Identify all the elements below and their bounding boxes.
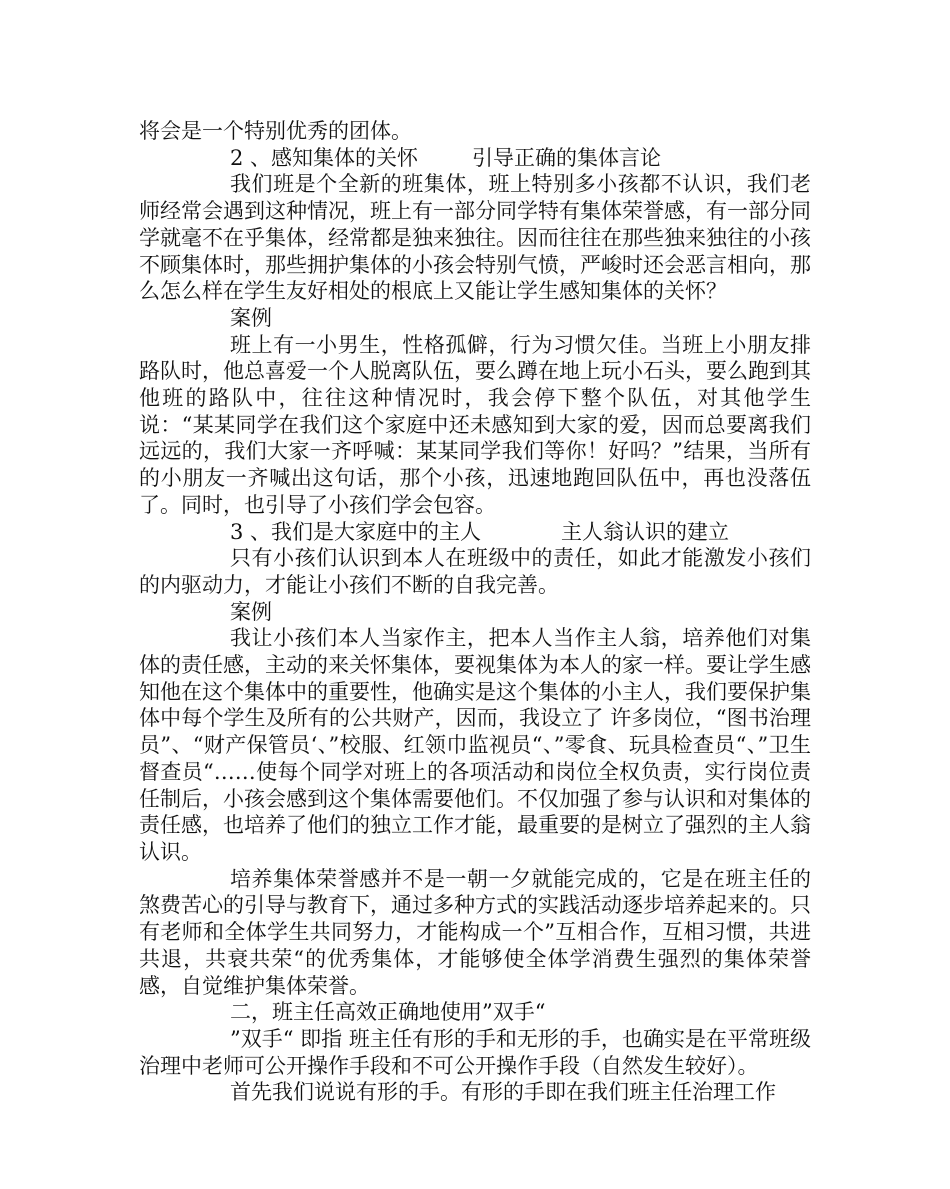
paragraph-section3-intro: 只有小孩们认识到本人在班级中的责任，如此才能激发小孩们的内驱动力，才能让小孩们不断的自我完善。 [139, 546, 811, 597]
section-heading-3-number: 3 、我们是大家庭中的主人 [230, 519, 482, 544]
paragraph-case-2: 我让小孩们本人当家作主，把本人当作主人翁，培养他们对集体的责任感，主动的来关怀集体，要视集体为本人的家一样。要让学生感知他在这个集体中的重要性，他确实是这个集体的小主人，我们要保护集体中每个学生及所有的公共财产，因而，我设立了 许多岗位，“图书治理员”、“财产保管员‘、”校服、红领巾监视员“、”零食、玩具检查员“、”卫生督查员“……使每个同学对班上的各项活动和岗位全权负责，实行岗位责任制后，小孩会感到这个集体需要他们。不仅加强了参与认识和对集体的责任感，也培养了他们的独立工作才能，最重要的是树立了强烈的主人翁认识。 [139, 626, 811, 864]
paragraph-section2-intro: 我们班是个全新的班集体，班上特别多小孩都不认识，我们老师经常会遇到这种情况，班上有一部分同学特有集体荣誉感，有一部分同学就毫不在乎集体，经常都是独来独往。因而往往在那些独来独往的小孩不顾集体时，那些拥护集体的小孩会特别气愤，严峻时还会恶言相向，那么怎么样在学生友好相处的根底上又能让学生感知集体的关怀？ [139, 172, 811, 304]
case-label: 案例 [230, 305, 272, 330]
section-heading-3-title: 主人翁认识的建立 [561, 519, 730, 544]
paragraph-continuation: 将会是一个特别优秀的团体。 [139, 119, 412, 143]
section-heading-3 [139, 519, 811, 546]
document-page [139, 118, 811, 1106]
section-heading-2-title: 引导正确的集体言论 [472, 145, 662, 170]
paragraph-summary: 培养集体荣誉感并不是一朝一夕就能完成的，它是在班主任的煞费苦心的引导与教育下，通过多种方式的实践活动逐步培养起来的。只有老师和全体学生共同努力，才能构成一个”互相合作，互相习惯，共进共退，共衰共荣“的优秀集体，才能够使全体学消费生强烈的集体荣誉感，自觉维护集体荣誉。 [139, 866, 811, 998]
case-label: 案例 [230, 599, 272, 624]
section-heading-2-number: 2 、感知集体的关怀 [230, 145, 419, 170]
paragraph-case-1: 班上有一小男生，性格孤僻，行为习惯欠佳。当班上小朋友排路队时，他总喜爱一个人脱离队伍，要么蹲在地上玩小石头，要么跑到其他班的路队中，往往这种情况时，我会停下整个队伍，对其他学生说：“某某同学在我们这个家庭中还未感知到大家的爱，因而总要离我们远远的，我们大家一齐呼喊：某某同学我们等你！好吗？”结果，当所有的小朋友一齐喊出这句话，那个小孩，迅速地跑回队伍中，再也没落伍了。同时，也引导了小孩们学会包容。 [139, 332, 811, 517]
paragraph-hands-definition: ”双手“ 即指 班主任有形的手和无形的手，也确实是在平常班级治理中老师可公开操作手段和不可公开操作手段（自然发生较好）。 [139, 1026, 811, 1078]
section-heading-2 [139, 145, 811, 172]
section-heading-two: 二，班主任高效正确地使用”双手“ [230, 1000, 546, 1025]
paragraph-visible-hand: 首先我们说说有形的手。有形的手即在我们班主任治理工作 [230, 1080, 776, 1105]
